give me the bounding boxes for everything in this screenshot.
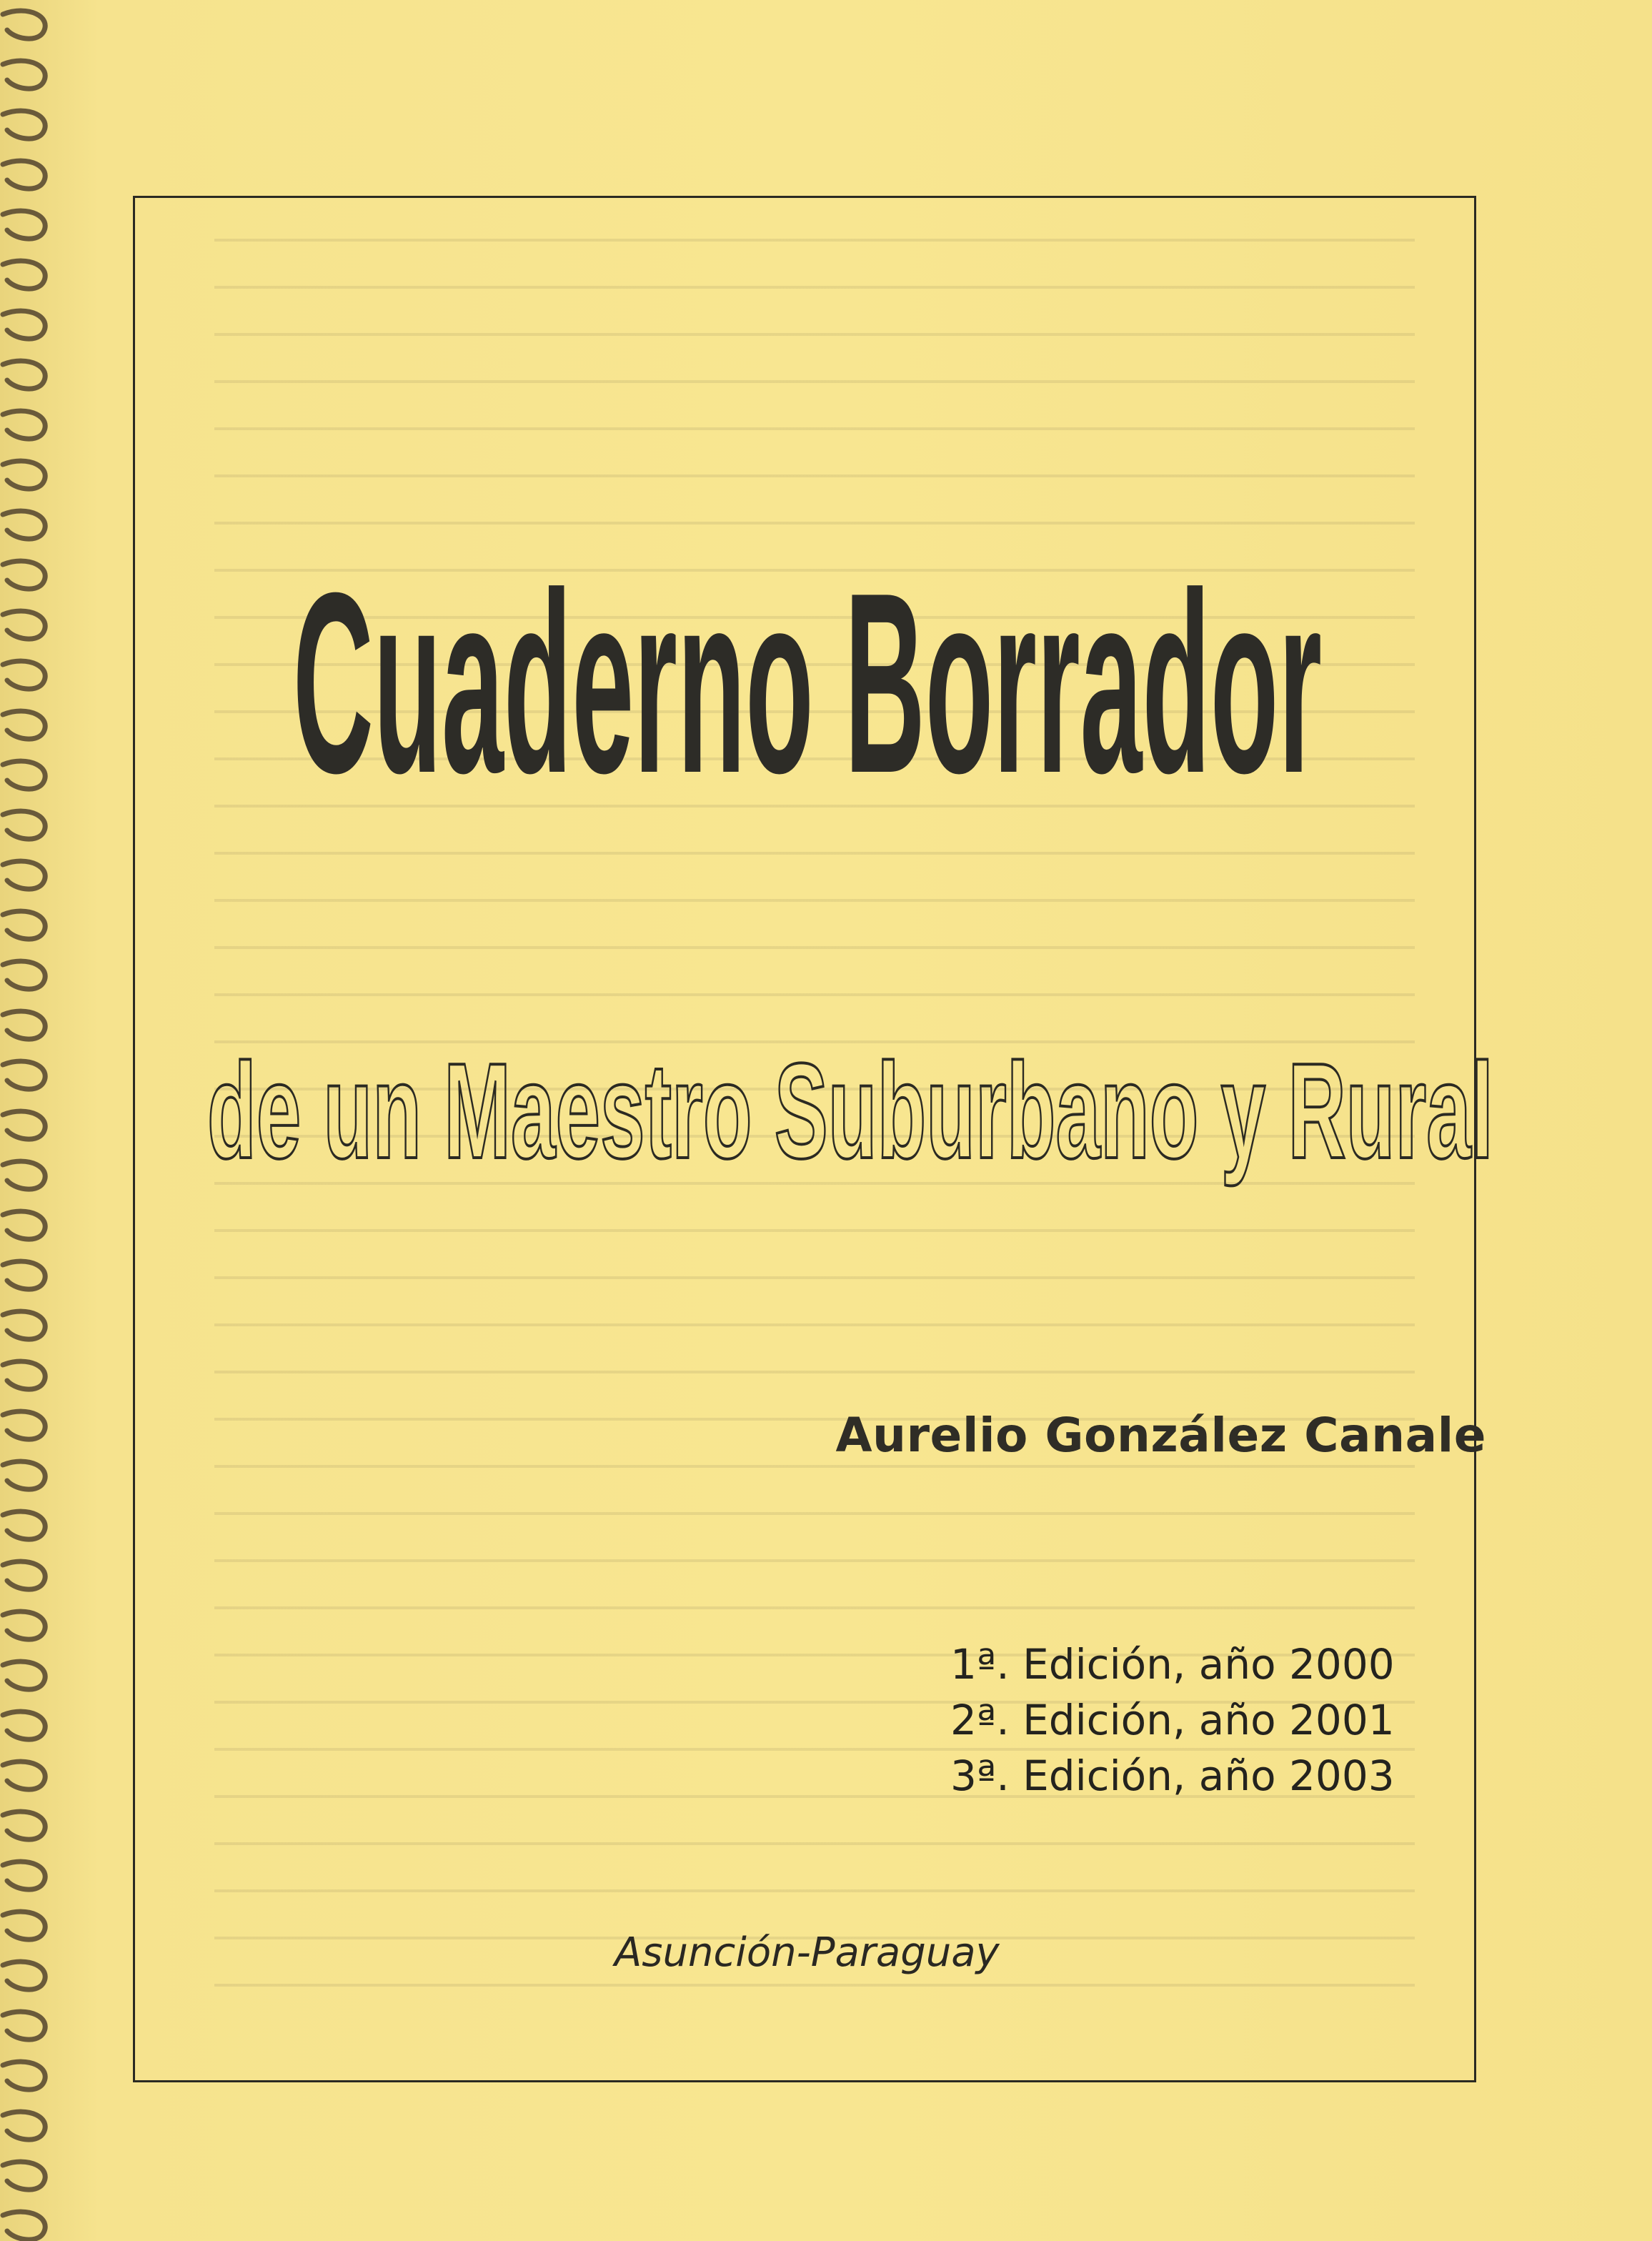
spiral-coil [3,561,45,589]
spiral-coil [3,911,45,939]
spiral-coil [3,861,45,889]
spiral-coil [3,1261,45,1289]
spiral-coil [3,1311,45,1339]
spiral-coil [3,711,45,739]
spiral-coil [3,1111,45,1139]
spiral-coil [3,1361,45,1389]
spiral-coil [3,111,45,139]
spiral-coil [3,411,45,439]
spiral-coil [3,611,45,639]
spiral-coil [3,2162,45,2190]
edition-line: 2ª. Edición, año 2001 [950,1696,1395,1744]
spiral-coil [3,61,45,89]
spiral-coil [3,1661,45,1689]
edition-line: 3ª. Edición, año 2003 [950,1751,1395,1800]
spiral-coil [3,811,45,839]
spiral-coil [3,1511,45,1539]
spiral-coil [3,1561,45,1589]
spiral-coil [3,161,45,189]
spiral-coil [3,661,45,689]
spiral-coil [3,1912,45,1939]
spiral-coil [3,2012,45,2039]
book-title-text: Cuaderno Borrador [293,540,1322,827]
book-title [279,486,1336,843]
spiral-binding [0,0,64,2241]
edition-line: 1ª. Edición, año 2000 [950,1640,1395,1689]
spiral-coil [3,511,45,539]
spiral-coil [3,2062,45,2090]
spiral-coil [3,1061,45,1089]
spiral-coil [3,1161,45,1189]
spiral-coil [3,1211,45,1239]
spiral-coil [3,961,45,989]
spiral-coil [3,311,45,339]
book-subtitle-text: de un Maestro Suburbano y Rural [207,1035,1493,1187]
editions-list [950,1636,1493,1804]
spiral-coil [3,1862,45,1889]
spiral-coil [3,1611,45,1639]
spiral-coil [3,2212,45,2240]
spiral-coil [3,1962,45,1989]
spiral-coil [3,1011,45,1039]
author-name: Aurelio González Canale [835,1408,1486,1463]
spiral-coil [3,211,45,239]
spiral-coil [3,261,45,289]
spiral-coil [3,761,45,789]
spiral-coil [3,461,45,489]
spiral-coil [3,2112,45,2140]
spiral-coil [3,1711,45,1739]
book-subtitle [193,1029,1508,1201]
spiral-coil [3,1411,45,1439]
publication-place: Asunción-Paraguay [614,1929,1000,1976]
spiral-coil [3,361,45,389]
spiral-coil [3,1461,45,1489]
spiral-coil [3,1812,45,1839]
spiral-coil [3,11,45,39]
spiral-coil [3,1762,45,1789]
